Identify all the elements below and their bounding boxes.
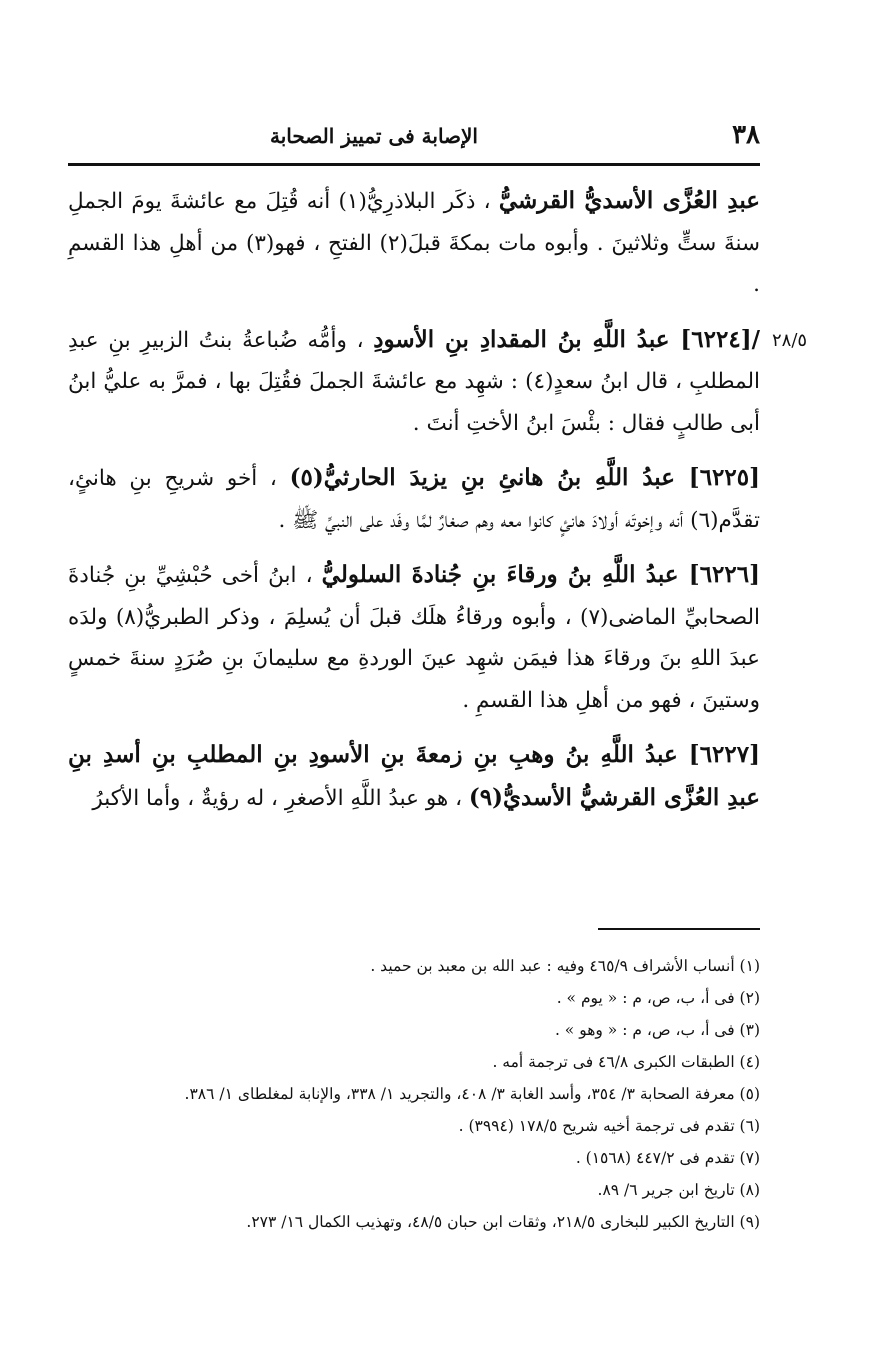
footnote: (١) أنساب الأشراف ٤٦٥/٩ وفيه : عبد الله بن معبد بن حميد .	[370, 957, 760, 975]
paragraph	[68, 734, 760, 819]
entry-title: [٦٢٢٧] عبدُ اللَّهِ بنُ وهبِ بنِ زمعةَ بنِ الأسودِ بنِ المطلبِ بنِ أسدِ بنِ عبدِ العُزَّى القرشيُّ الأسديُّ(٩)	[68, 741, 760, 811]
footnote: (٥) معرفة الصحابة ٣/ ٣٥٤، وأسد الغابة ٣/ ٤٠٨، والتجريد ١/ ٣٣٨، والإنابة لمغلطاى ١/ ٣٨٦.	[184, 1085, 760, 1103]
entry-text: ، هو عبدُ اللَّهِ الأصغرِ ، له رؤيةٌ ، وأما الأكبرُ	[92, 785, 463, 811]
footnote: (٦) تقدم فى ترجمة أخيه شريح ١٧٨/٥ (٣٩٩٤) .	[458, 1117, 760, 1135]
margin-note: ٢٨/٥	[772, 330, 808, 351]
paragraph	[68, 319, 760, 445]
entry-text: ، وأمُّه ضُباعةُ بنتُ الزبيرِ بنِ عبدِ المطلبِ ، قال ابنُ سعدٍ(٤) : شهِد مع عائشةَ الجملَ فقُتِلَ بها ، فمرَّ به عليُّ ابنُ أبى طالبٍ فقال : بئْسَ ابنُ الأختِ أنتَ .	[68, 327, 761, 436]
entry-text: ، ذكَر البلاذرِيُّ(١) أنه قُتِلَ مع عائشةَ يومَ الجملِ سنةَ ستٍّ وثلاثينَ . وأبوه مات بمكةَ قبلَ(٢) الفتحِ ، فهو(٣) من أهلِ هذا القسمِ .	[68, 189, 760, 297]
entry-text: ، أخو شريحِ بنِ هانئٍ، تقدَّم(٦) أنه وإخوتَه أولادَ هانئٍ كانوا معه وهم صغارٌ لمَّا وفَد على النبيِّ ﷺ .	[68, 466, 760, 533]
main-text	[68, 180, 760, 832]
footnotes	[68, 950, 760, 1238]
footnote: (٧) تقدم فى ٤٤٧/٢ (١٥٦٨) .	[575, 1149, 760, 1167]
footnote-rule	[598, 928, 760, 930]
footnote: (٤) الطبقات الكبرى ٤٦/٨ فى ترجمة أمه .	[492, 1053, 760, 1071]
page-number: ٣٨	[732, 120, 760, 150]
footnote: (٣) فى أ، ب، ص، م : « وهو » .	[554, 1021, 760, 1039]
paragraph	[68, 180, 760, 306]
entry-title: [٦٢٢٦] عبدُ اللَّهِ بنُ ورقاءَ بنِ جُنادةَ السلوليُّ	[321, 561, 761, 588]
entry-text: ، ابنُ أخى حُبْشِيِّ بنِ جُنادةَ الصحابيِّ الماضى(٧) ، وأبوه ورقاءُ هلَك قبلَ أن يُسلِمَ ، وذكر الطبريُّ(٨) ولدَه عبدَ اللهِ بنَ ورقاءَ هذا فيمَن شهِد عينَ الوردةِ مع سليمانَ بنِ صُرَدٍ سنةَ خمسٍ وستينَ ، فهو من أهلِ هذا القسمِ .	[68, 563, 760, 713]
entry-title: عبدِ العُزَّى الأسديُّ القرشيُّ	[498, 187, 761, 214]
paragraph	[68, 457, 760, 541]
running-title: الإصابة فى تمييز الصحابة	[270, 124, 478, 148]
header-rule	[68, 163, 760, 166]
paragraph	[68, 554, 760, 721]
footnote: (٩) التاريخ الكبير للبخارى ٢١٨/٥، وثقات ابن حبان ٤٨/٥، وتهذيب الكمال ١٦/ ٢٧٣.	[246, 1213, 760, 1231]
footnote: (٢) فى أ، ب، ص، م : « يوم » .	[556, 989, 760, 1007]
entry-title: /[٦٢٢٤] عبدُ اللَّهِ بنُ المقدادِ بنِ الأسودِ	[373, 325, 760, 353]
page-header	[68, 118, 760, 158]
entry-title: [٦٢٢٥] عبدُ اللَّهِ بنُ هانئِ بنِ يزيدَ الحارثيُّ(٥)	[289, 464, 760, 491]
footnote: (٨) تاريخ ابن جرير ٦/ ٨٩.	[597, 1181, 760, 1199]
